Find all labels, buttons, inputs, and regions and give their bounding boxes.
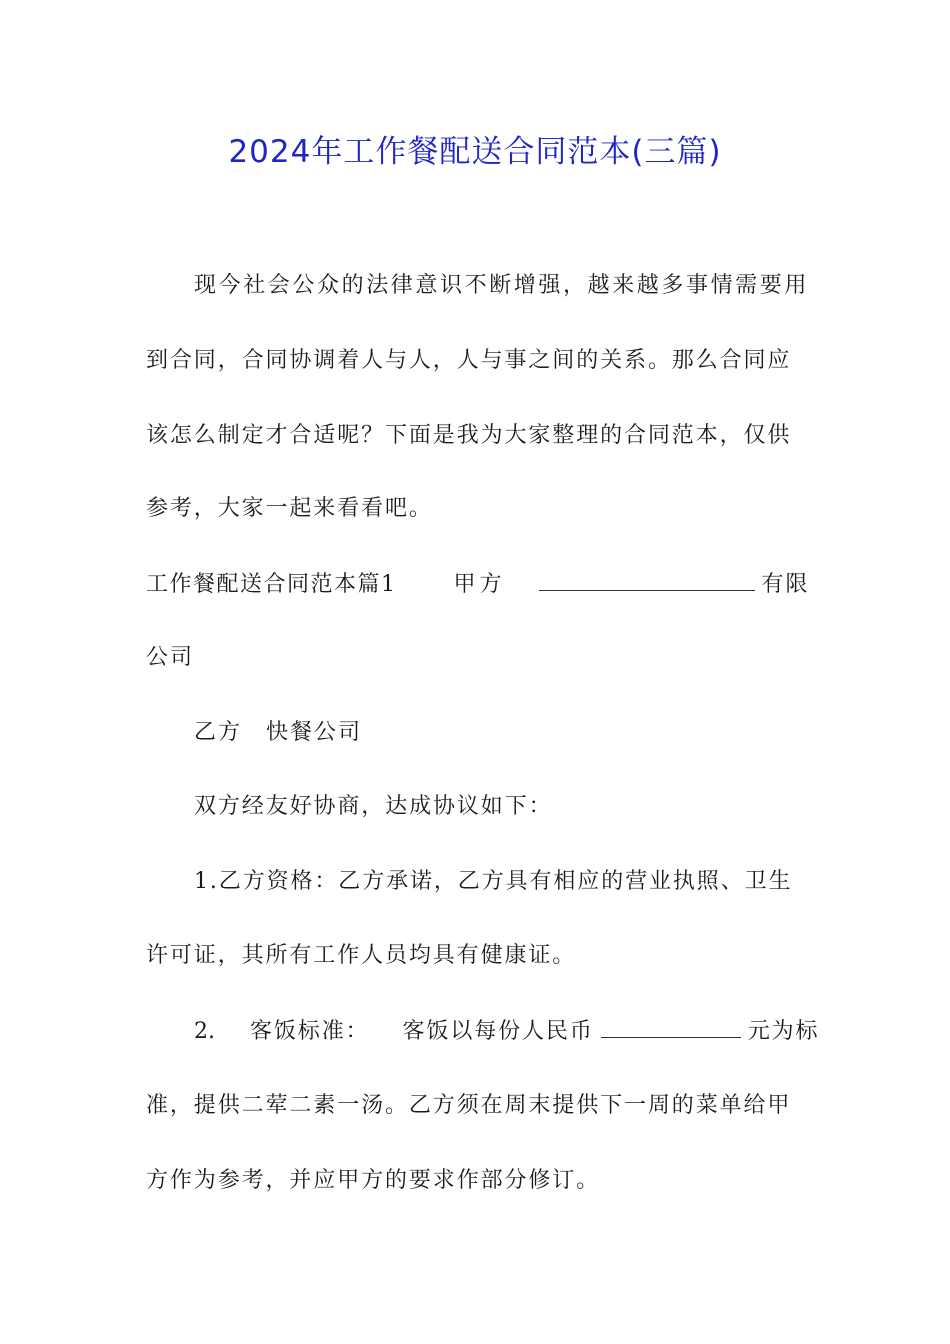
clause2-price-blank <box>601 1011 741 1038</box>
clause2-line-3: 方作为参考，并应甲方的要求作部分修订。 <box>146 1168 601 1193</box>
document-title: 2024年工作餐配送合同范本(三篇) <box>228 134 722 170</box>
intro-line-3: 该怎么制定才合适呢？下面是我为大家整理的合同范本，仅供 <box>146 423 792 448</box>
clause2-number: 2. <box>194 1019 215 1044</box>
party-a-blank <box>539 564 755 591</box>
clause2-line <box>146 1161 806 1201</box>
party-a-suffix: 有限 <box>761 572 810 597</box>
agreement-text: 双方经友好协商，达成协议如下： <box>194 794 553 819</box>
intro-line-4: 参考，大家一起来看看吧。 <box>146 496 433 521</box>
party-b: 乙方 快餐公司 <box>194 720 363 745</box>
party-b-line <box>146 713 806 753</box>
intro-paragraph-line <box>146 416 806 456</box>
intro-paragraph-line <box>146 341 806 381</box>
clause2-line <box>146 1011 820 1052</box>
clause2-line <box>146 1086 806 1126</box>
clause2-text-after-blank: 元为标 <box>747 1019 820 1044</box>
intro-line-2: 到合同，合同协调着人与人，人与事之间的关系。那么合同应 <box>146 348 792 373</box>
clause2-label: 客饭标准： <box>250 1019 370 1044</box>
party-a-suffix-cont: 公司 <box>146 645 195 670</box>
section1-heading: 工作餐配送合同范本篇1 <box>146 572 397 597</box>
intro-line-1: 现今社会公众的法律意识不断增强，越来越多事情需要用 <box>194 273 810 298</box>
intro-paragraph-line <box>146 489 806 529</box>
clause1-line <box>146 936 806 976</box>
clause2-text-before-blank: 客饭以每份人民币 <box>402 1019 594 1044</box>
section1-heading-line <box>146 564 810 605</box>
clause1-line-1: 1.乙方资格：乙方承诺，乙方具有相应的营业执照、卫生 <box>194 869 793 894</box>
intro-paragraph-line <box>146 266 810 306</box>
agreement-line <box>146 787 806 827</box>
section1-heading-cont <box>146 638 806 678</box>
party-a-label: 甲方 <box>453 572 506 597</box>
clause2-line-2: 准，提供二荤二素一汤。乙方须在周末提供下一周的菜单给甲 <box>146 1093 792 1118</box>
clause1-line-2: 许可证，其所有工作人员均具有健康证。 <box>146 943 577 968</box>
clause1-line <box>146 862 806 902</box>
